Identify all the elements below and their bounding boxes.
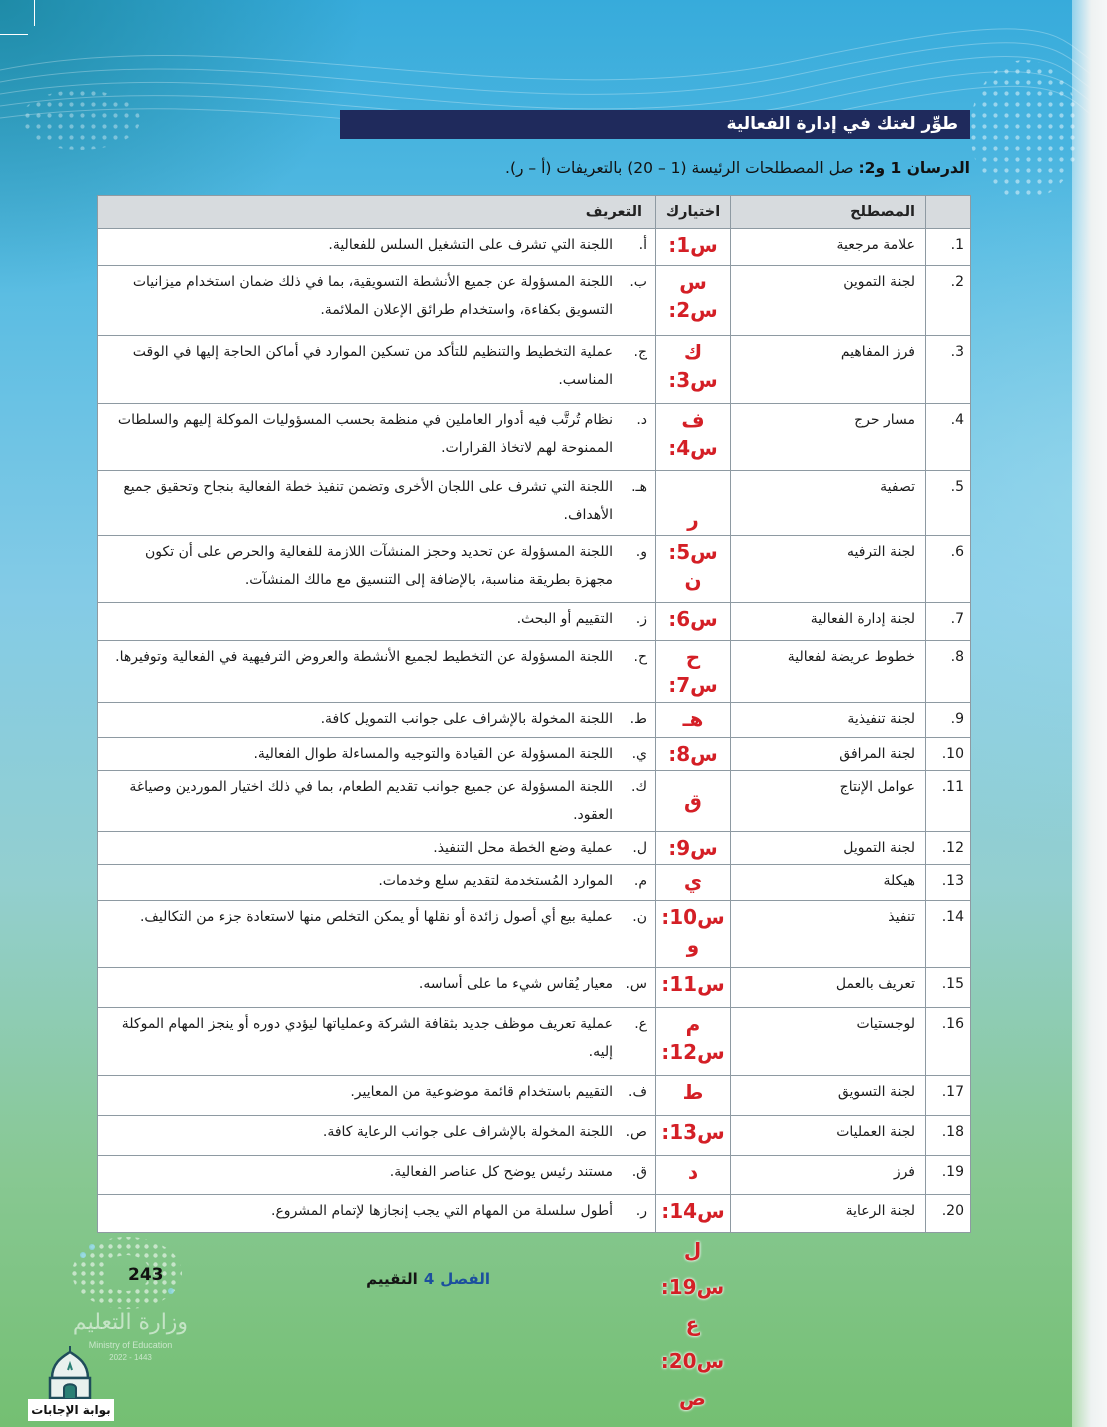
row-number: 15.: [926, 968, 971, 1008]
choice-cell: [656, 1008, 731, 1076]
definition-wrap: [108, 538, 647, 594]
row-number: 16.: [926, 1008, 971, 1076]
definition-text: مستند رئيس يوضح كل عناصر الفعالية.: [389, 1164, 613, 1180]
term-cell: لجنة إدارة الفعالية: [731, 603, 926, 641]
answer-mark: س13:: [661, 1120, 725, 1144]
definition-text: اللجنة التي تشرف على اللجان الأخرى وتضمن تنفيذ خطة الفعالية بنجاح وتحقيق جميع الأهداف.: [123, 479, 613, 523]
table-row: [98, 471, 971, 536]
definition-cell: [98, 1116, 656, 1156]
definition-letter: ك.: [631, 779, 647, 795]
definition-cell: [98, 471, 656, 536]
definition-text: اللجنة المسؤولة عن القيادة والتوجيه والمساءلة طوال الفعالية.: [253, 746, 613, 762]
choice-cell: [656, 738, 731, 771]
table-row: [98, 536, 971, 603]
definition-letter: ف.: [628, 1084, 647, 1100]
definition-text: معيار يُقاس شيء ما على أساسه.: [418, 976, 613, 992]
definition-text: اللجنة المسؤولة عن التخطيط لجميع الأنشطة والعروض الترفيهية في الفعالية وتوفيرها.: [115, 649, 613, 665]
answer-mark: س5:: [668, 540, 718, 564]
term-cell: لجنة العمليات: [731, 1116, 926, 1156]
ministry-name-english: Ministry of Education: [88, 1340, 173, 1350]
table-row: [98, 1195, 971, 1233]
definition-letter: ح.: [633, 649, 647, 665]
definition-letter: س.: [625, 976, 647, 992]
definition-text: أطول سلسلة من المهام التي يجب إنجازها لإتمام المشروع.: [271, 1203, 613, 1219]
definition-cell: [98, 865, 656, 901]
row-number: 7.: [926, 603, 971, 641]
answer-mark: س4:: [668, 436, 718, 460]
mosque-dome-icon: [44, 1344, 96, 1400]
definition-wrap: [108, 740, 647, 768]
table-row: [98, 229, 971, 266]
definition-wrap: [108, 834, 647, 862]
answer-mark: و: [686, 933, 700, 957]
instruction-lead: الدرسان 1 و2:: [858, 159, 970, 177]
definition-text: عملية وضع الخطة محل التنفيذ.: [433, 840, 613, 856]
row-number: 10.: [926, 738, 971, 771]
exercise-instruction: [250, 153, 970, 183]
answer-mark: ح: [685, 645, 701, 669]
choice-cell: [656, 832, 731, 865]
page-number: 243: [128, 1265, 164, 1285]
matching-table: [97, 195, 971, 1233]
term-cell: لجنة تنفيذية: [731, 703, 926, 738]
definition-wrap: [108, 268, 647, 324]
definition-cell: [98, 832, 656, 865]
row-number: 5.: [926, 471, 971, 536]
definition-text: اللجنة المخولة بالإشراف على جوانب الرعاية كافة.: [322, 1124, 613, 1140]
definition-wrap: [108, 1010, 647, 1066]
choice-cell: [656, 901, 731, 968]
definition-cell: [98, 901, 656, 968]
answer-mark: س12:: [661, 1040, 725, 1064]
definition-cell: [98, 603, 656, 641]
table-row: [98, 1116, 971, 1156]
definition-wrap: [108, 1078, 647, 1106]
answer-mark: س10:: [661, 905, 725, 929]
choice-cell: [656, 771, 731, 832]
definition-text: اللجنة المسؤولة عن جميع جوانب تقديم الطعام، بما في ذلك اختيار الموردين وصياغة العقود.: [129, 779, 613, 823]
answer-mark: س11:: [661, 972, 725, 996]
definition-letter: و.: [635, 544, 647, 560]
definition-letter: ج.: [633, 344, 647, 360]
table-row: [98, 603, 971, 641]
answer-mark: س: [679, 270, 707, 294]
definition-text: التقييم باستخدام قائمة موضوعية من المعايير.: [350, 1084, 613, 1100]
answer-mark: س20:: [660, 1349, 725, 1373]
definition-cell: [98, 1156, 656, 1195]
definition-wrap: [108, 867, 647, 895]
answer-mark: ن: [684, 568, 702, 592]
row-number: 18.: [926, 1116, 971, 1156]
crop-mark: [34, 0, 35, 26]
choice-cell: [656, 968, 731, 1008]
definition-wrap: [108, 643, 647, 671]
table-header-row: [98, 196, 971, 229]
definition-text: اللجنة المسؤولة عن تحديد وحجز المنشآت اللازمة للفعالية والحرص على أن تكون مجهزة بطريقة مناسبة، بالإضافة إلى التنسيق مع مالك المنشآت.: [145, 544, 613, 588]
term-cell: فرز المفاهيم: [731, 336, 926, 404]
definition-cell: [98, 738, 656, 771]
header-choice: اختيارك: [656, 196, 731, 229]
choice-cell: [656, 641, 731, 703]
answer-mark: ط: [682, 1080, 704, 1104]
term-cell: لجنة التسويق: [731, 1076, 926, 1116]
answer-mark: س1:: [668, 233, 718, 257]
definition-letter: ط.: [629, 711, 647, 727]
instruction-text: صل المصطلحات الرئيسة (1 – 20) بالتعريفات (أ – ر).: [505, 159, 859, 177]
crop-mark: [0, 34, 28, 35]
table-row: [98, 641, 971, 703]
definition-cell: [98, 1008, 656, 1076]
row-number: 17.: [926, 1076, 971, 1116]
choice-cell: [656, 471, 731, 536]
definition-text: اللجنة المخولة بالإشراف على جوانب التمويل كافة.: [320, 711, 613, 727]
choice-cell: [656, 603, 731, 641]
ministry-name-arabic: وزارة التعليم: [72, 1310, 189, 1335]
answer-mark: ص: [679, 1386, 706, 1410]
overflow-answers: [655, 1232, 730, 1417]
definition-wrap: [108, 231, 647, 259]
table-row: [98, 266, 971, 336]
answer-mark: س7:: [668, 673, 718, 697]
choice-cell: [656, 404, 731, 471]
row-number: 1.: [926, 229, 971, 266]
answer-mark: س9:: [668, 836, 718, 860]
table-row: [98, 968, 971, 1008]
definition-text: اللجنة المسؤولة عن جميع الأنشطة التسويقية، بما في ذلك ضمان استخدام ميزانيات التسويق بكفاءة، واستخدام طرائق الإعلان الملائمة.: [132, 274, 613, 318]
answer-mark: ق: [684, 789, 702, 813]
table-row: [98, 404, 971, 471]
definition-wrap: [108, 338, 647, 394]
definition-cell: [98, 1195, 656, 1233]
chapter-label: [300, 1266, 490, 1292]
term-cell: تصفية: [731, 471, 926, 536]
definition-text: التقييم أو البحث.: [516, 611, 613, 627]
answer-mark: ك: [683, 340, 703, 364]
row-number: 4.: [926, 404, 971, 471]
table-row: [98, 1156, 971, 1195]
definition-cell: [98, 771, 656, 832]
term-cell: تنفيذ: [731, 901, 926, 968]
term-cell: خطوط عريضة لفعالية: [731, 641, 926, 703]
definition-text: عملية بيع أي أصول زائدة أو نقلها أو يمكن التخلص منها لاستعادة جزء من التكاليف.: [139, 909, 613, 925]
choice-cell: [656, 1116, 731, 1156]
row-number: 3.: [926, 336, 971, 404]
answer-mark: س6:: [668, 607, 718, 631]
table-row: [98, 336, 971, 404]
header-number: [926, 196, 971, 229]
definition-letter: ع.: [634, 1016, 647, 1032]
choice-cell: [656, 703, 731, 738]
definition-wrap: [108, 903, 647, 931]
definition-letter: ز.: [635, 611, 647, 627]
header-definition: التعريف: [98, 196, 656, 229]
answer-mark: س3:: [668, 368, 718, 392]
definition-cell: [98, 703, 656, 738]
answer-mark: ع: [685, 1312, 700, 1336]
definition-cell: [98, 229, 656, 266]
definition-text: الموارد المُستخدمة لتقديم سلع وخدمات.: [378, 873, 613, 889]
table-row: [98, 1076, 971, 1116]
definition-cell: [98, 641, 656, 703]
answer-mark: د: [687, 1160, 699, 1184]
table-row: [98, 703, 971, 738]
row-number: 20.: [926, 1195, 971, 1233]
choice-cell: [656, 336, 731, 404]
definition-wrap: [108, 1158, 647, 1186]
definition-letter: هـ.: [631, 479, 647, 495]
definition-letter: ص.: [625, 1124, 647, 1140]
table-row: [98, 738, 971, 771]
answer-mark: س14:: [661, 1199, 725, 1223]
term-cell: علامة مرجعية: [731, 229, 926, 266]
table-row: [98, 865, 971, 901]
answer-mark: ي: [683, 869, 703, 893]
choice-cell: [656, 536, 731, 603]
definition-text: نظام تُرتَّب فيه أدوار العاملين في منظمة بحسب المسؤوليات الموكلة إليهم والسلطات الممنوحة لهم لاتخاذ القرارات.: [117, 412, 613, 456]
definition-cell: [98, 336, 656, 404]
chapter-word: الفصل: [440, 1270, 490, 1288]
table-row: [98, 901, 971, 968]
row-number: 9.: [926, 703, 971, 738]
definition-wrap: [108, 705, 647, 733]
definition-letter: ي.: [631, 746, 647, 762]
definition-cell: [98, 968, 656, 1008]
ministry-logo-icon: [52, 1233, 202, 1313]
chapter-number: 4: [423, 1270, 435, 1288]
ministry-year: 2022 - 1443: [109, 1353, 152, 1362]
table-row: [98, 771, 971, 832]
definition-wrap: [108, 406, 647, 462]
page-edge-strip: [1072, 0, 1107, 1427]
term-cell: تعريف بالعمل: [731, 968, 926, 1008]
definition-letter: ل.: [632, 840, 647, 856]
definition-letter: م.: [633, 873, 647, 889]
answer-mark: ر: [687, 507, 699, 531]
term-cell: لجنة الرعاية: [731, 1195, 926, 1233]
choice-cell: [656, 1195, 731, 1233]
row-number: 13.: [926, 865, 971, 901]
choice-cell: [656, 865, 731, 901]
term-cell: هيكلة: [731, 865, 926, 901]
definition-cell: [98, 536, 656, 603]
definition-text: اللجنة التي تشرف على التشغيل السلس للفعالية.: [328, 237, 613, 253]
definition-text: عملية التخطيط والتنظيم للتأكد من تسكين الموارد في أماكن الحاجة إليها في الوقت المناسب.: [132, 344, 613, 388]
answer-mark: س2:: [668, 298, 718, 322]
row-number: 8.: [926, 641, 971, 703]
table-row: [98, 832, 971, 865]
definition-letter: ق.: [631, 1164, 647, 1180]
term-cell: لجنة التموين: [731, 266, 926, 336]
answer-mark: ل: [683, 1238, 702, 1262]
choice-cell: [656, 229, 731, 266]
answer-mark: م: [685, 1012, 701, 1036]
definition-letter: ر.: [635, 1203, 647, 1219]
choice-cell: [656, 1076, 731, 1116]
row-number: 2.: [926, 266, 971, 336]
term-cell: لجنة التمويل: [731, 832, 926, 865]
choice-cell: [656, 266, 731, 336]
definition-letter: ن.: [632, 909, 647, 925]
term-cell: عوامل الإنتاج: [731, 771, 926, 832]
header-term: المصطلح: [731, 196, 926, 229]
watermark-text: بوابة الإجابات: [28, 1399, 114, 1421]
answer-mark: ف: [681, 408, 705, 432]
definition-cell: [98, 1076, 656, 1116]
definition-wrap: [108, 605, 647, 633]
definition-wrap: [108, 773, 647, 829]
table-row: [98, 1008, 971, 1076]
choice-cell: [656, 1156, 731, 1195]
term-cell: لوجستيات: [731, 1008, 926, 1076]
row-number: 11.: [926, 771, 971, 832]
definition-wrap: [108, 1118, 647, 1146]
definition-text: عملية تعريف موظف جديد بثقافة الشركة وعملياتها ليؤدي دوره أو ينجز المهام الموكلة إليه.: [121, 1016, 613, 1060]
definition-wrap: [108, 970, 647, 998]
definition-cell: [98, 266, 656, 336]
term-cell: لجنة المرافق: [731, 738, 926, 771]
row-number: 14.: [926, 901, 971, 968]
definition-cell: [98, 404, 656, 471]
term-cell: لجنة الترفيه: [731, 536, 926, 603]
row-number: 19.: [926, 1156, 971, 1195]
definition-wrap: [108, 1197, 647, 1225]
answer-mark: هـ: [682, 707, 704, 731]
definition-letter: ب.: [629, 274, 647, 290]
definition-letter: د.: [636, 412, 647, 428]
answer-mark: س8:: [668, 742, 718, 766]
answer-mark: س19:: [660, 1275, 725, 1299]
chapter-title: التقييم: [366, 1270, 418, 1288]
row-number: 6.: [926, 536, 971, 603]
term-cell: فرز: [731, 1156, 926, 1195]
term-cell: مسار حرج: [731, 404, 926, 471]
definition-wrap: [108, 473, 647, 529]
row-number: 12.: [926, 832, 971, 865]
section-title: طوِّر لغتك في إدارة الفعالية: [726, 114, 958, 134]
definition-letter: أ.: [638, 237, 647, 253]
section-banner: [340, 110, 970, 139]
